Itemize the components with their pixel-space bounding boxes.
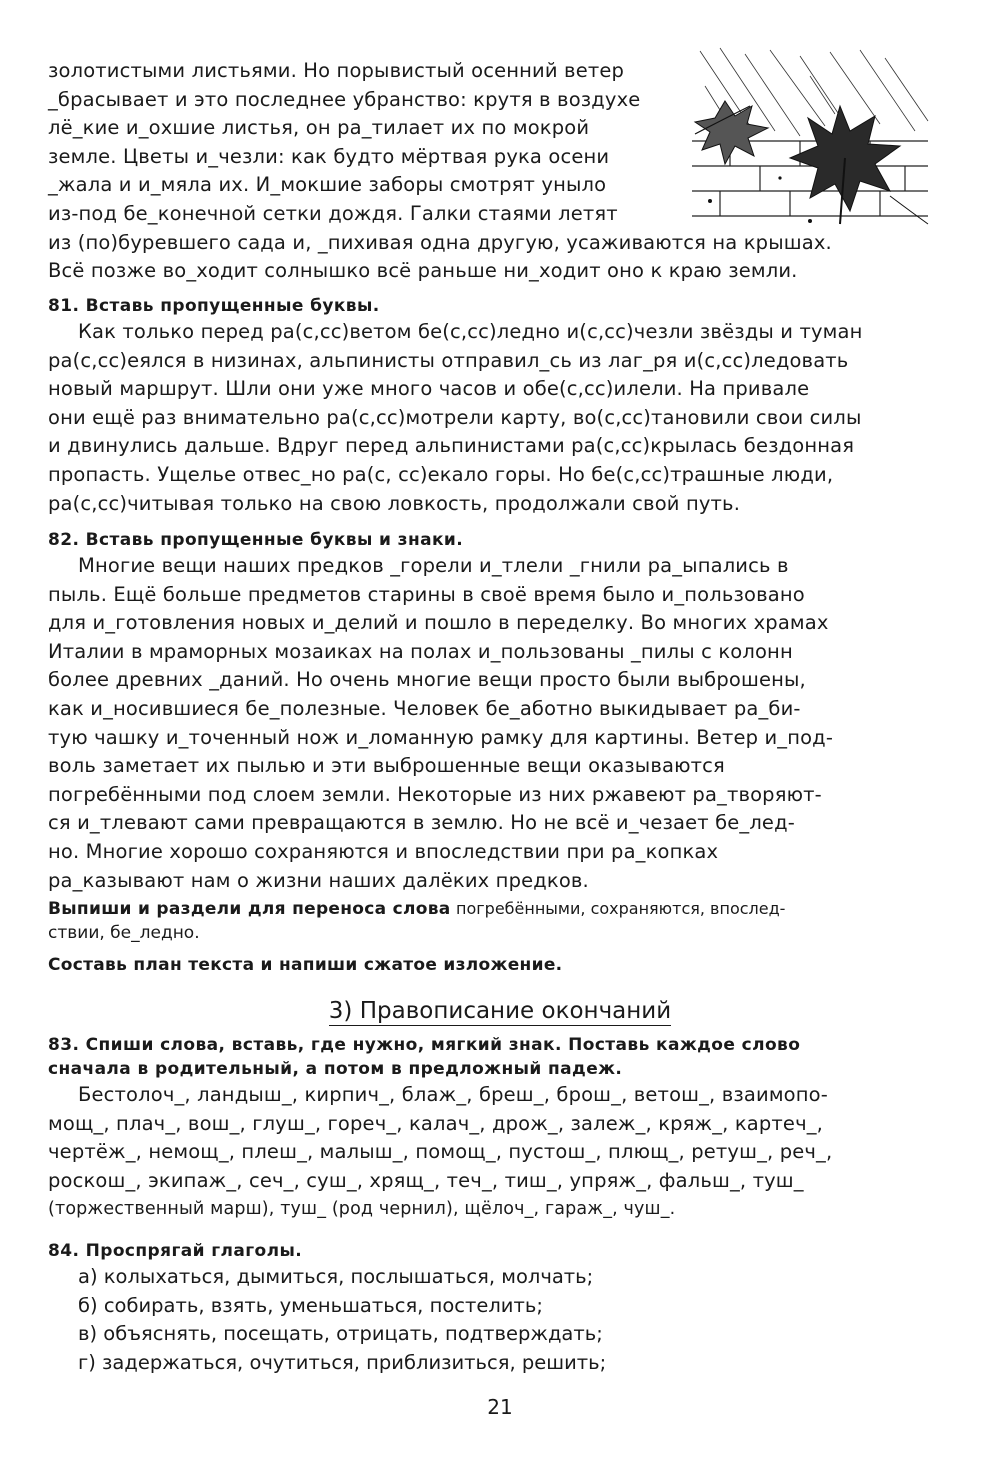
- page-number: 21: [487, 1395, 513, 1419]
- text-line: Многие вещи наших предков _горели и_тлели _гнили ра_ыпались в: [78, 554, 789, 577]
- exercise-title: Вставь пропущенные буквы.: [85, 296, 380, 316]
- exercise-84-heading: [48, 1239, 928, 1263]
- exercise-number: 84.: [48, 1241, 80, 1261]
- text-line: Италии в мраморных мозаиках на полах и_пользованы _пилы с колонн: [48, 639, 793, 663]
- exercise-82: [48, 528, 928, 977]
- text-line: ра(с,сс)читывая только на свою ловкость, продолжали свой путь.: [48, 491, 741, 515]
- task-words-continued: ствии, бе_ледно.: [48, 923, 200, 944]
- task-hyphenation: [48, 897, 928, 921]
- section-heading: [0, 996, 1000, 1026]
- exercise-81-heading: [48, 294, 928, 318]
- task-bold-text: Составь план текста и напиши сжатое изложение.: [48, 955, 563, 976]
- text-line: ра_казывают нам о жизни наших далёких предков.: [48, 868, 589, 892]
- intro-paragraph: [48, 57, 928, 286]
- exercise-title: Спиши слова, вставь, где нужно, мягкий знак. Поставь каждое слово: [85, 1035, 801, 1055]
- text-line: Бестолоч_, ландыш_, кирпич_, блаж_, бреш_, брош_, ветош_, взаимопо-: [78, 1083, 828, 1106]
- exercise-81: [48, 294, 928, 518]
- exercise-number: 81.: [48, 296, 80, 316]
- exercise-82-heading: [48, 528, 928, 552]
- exercise-title: Вставь пропущенные буквы и знаки.: [85, 530, 464, 550]
- text-line: ся и_тлевают сами превращаются в землю. Но не всё и_чезает бе_лед-: [48, 811, 795, 835]
- exercise-title-continued: сначала в родительный, а потом в предложный падеж.: [48, 1059, 623, 1079]
- intro-line: из (по)буревшего сада и, _пихивая одна другую, усаживаются на крышах.: [48, 230, 832, 254]
- task-words: погребёнными, сохраняются, впослед-: [456, 899, 786, 919]
- intro-line: Всё позже во_ходит солнышко всё раньше ни_ходит оно к краю земли.: [48, 259, 798, 283]
- text-line: мощ_, плач_, вош_, глуш_, гореч_, калач_, дрож_, залеж_, кряж_, картеч_,: [48, 1111, 823, 1135]
- task-summary: [48, 953, 928, 977]
- text-line: ра(с,сс)еялся в низинах, альпинисты отправил_сь из лаг_ря и(с,сс)ледовать: [48, 348, 849, 372]
- text-line: новый маршрут. Шли они уже много часов и обе(с,сс)илели. На привале: [48, 377, 810, 401]
- text-line: погребёнными под слоем земли. Некоторые из них ржавеют ра_творяют-: [48, 782, 822, 806]
- list-item: г) задержаться, очутиться, приблизиться, решить;: [78, 1350, 607, 1374]
- text-line: воль заметает их пылью и эти выброшенные вещи оказываются: [48, 754, 725, 778]
- exercise-84: [48, 1239, 928, 1377]
- text-line: пропасть. Ущелье отвес_но ра(с, сс)екало горы. Но бе(с,сс)трашные люди,: [48, 462, 834, 486]
- text-line: как и_носившиеся бе_полезные. Человек бе_аботно выкидывает ра_би-: [48, 696, 801, 720]
- intro-line: лё_кие и_охшие листья, он ра_тилает их по мокрой: [48, 116, 590, 140]
- text-line: пыль. Ещё больше предметов старины в своё время было и_пользовано: [48, 582, 805, 606]
- text-line: для и_готовления новых и_делий и пошло в переделку. Во многих храмах: [48, 611, 829, 635]
- exercise-83-heading: [48, 1033, 928, 1057]
- text-line: тую чашку и_точенный нож и_ломанную рамку для картины. Ветер и_под-: [48, 725, 834, 749]
- intro-line: _жала и и_мяла их. И_мокшие заборы смотрят уныло: [48, 173, 607, 197]
- list-item: в) объяснять, посещать, отрицать, подтверждать;: [78, 1322, 603, 1346]
- text-line: и двинулись дальше. Вдруг перед альпинистами ра(с,сс)крылась бездонная: [48, 434, 855, 458]
- text-line: они ещё раз внимательно ра(с,сс)мотрели карту, во(с,сс)тановили свои силы: [48, 405, 862, 429]
- text-line: но. Многие хорошо сохраняются и впоследствии при ра_копках: [48, 839, 719, 863]
- task-bold-text: Выпиши и раздели для переноса слова: [48, 899, 451, 920]
- text-line: роскош_, экипаж_, сеч_, суш_, хрящ_, теч_, тиш_, упряж_, фальш_, туш_: [48, 1168, 804, 1192]
- list-item: б) собирать, взять, уменьшаться, постелить;: [78, 1293, 543, 1317]
- text-line: Как только перед ра(с,сс)ветом бе(с,сс)ледно и(с,сс)чезли звёзды и туман: [78, 320, 863, 343]
- exercise-title: Проспрягай глаголы.: [85, 1241, 303, 1261]
- intro-line: золотистыми листьями. Но порывистый осенний ветер: [48, 59, 625, 82]
- section-title-text: 3) Правописание окончаний: [328, 998, 672, 1024]
- list-item: а) колыхаться, дымиться, послышаться, молчать;: [78, 1265, 594, 1288]
- text-line: (торжественный марш), туш_ (род чернил), щёлоч_, гараж_, чуш_.: [48, 1199, 676, 1220]
- exercise-83: [48, 1033, 928, 1224]
- exercise-number: 83.: [48, 1035, 80, 1055]
- exercise-number: 82.: [48, 530, 80, 550]
- text-line: чертёж_, немощ_, плеш_, малыш_, помощ_, пустош_, плющ_, ретуш_, реч_,: [48, 1140, 833, 1164]
- text-line: более древних _даний. Но очень многие вещи просто были выброшены,: [48, 668, 806, 692]
- intro-line: из-под бе_конечной сетки дождя. Галки стаями летят: [48, 201, 618, 225]
- intro-line: земле. Цветы и_чезли: как будто мёртвая рука осени: [48, 144, 610, 168]
- intro-line: _брасывает и это последнее убранство: крутя в воздухе: [48, 87, 641, 111]
